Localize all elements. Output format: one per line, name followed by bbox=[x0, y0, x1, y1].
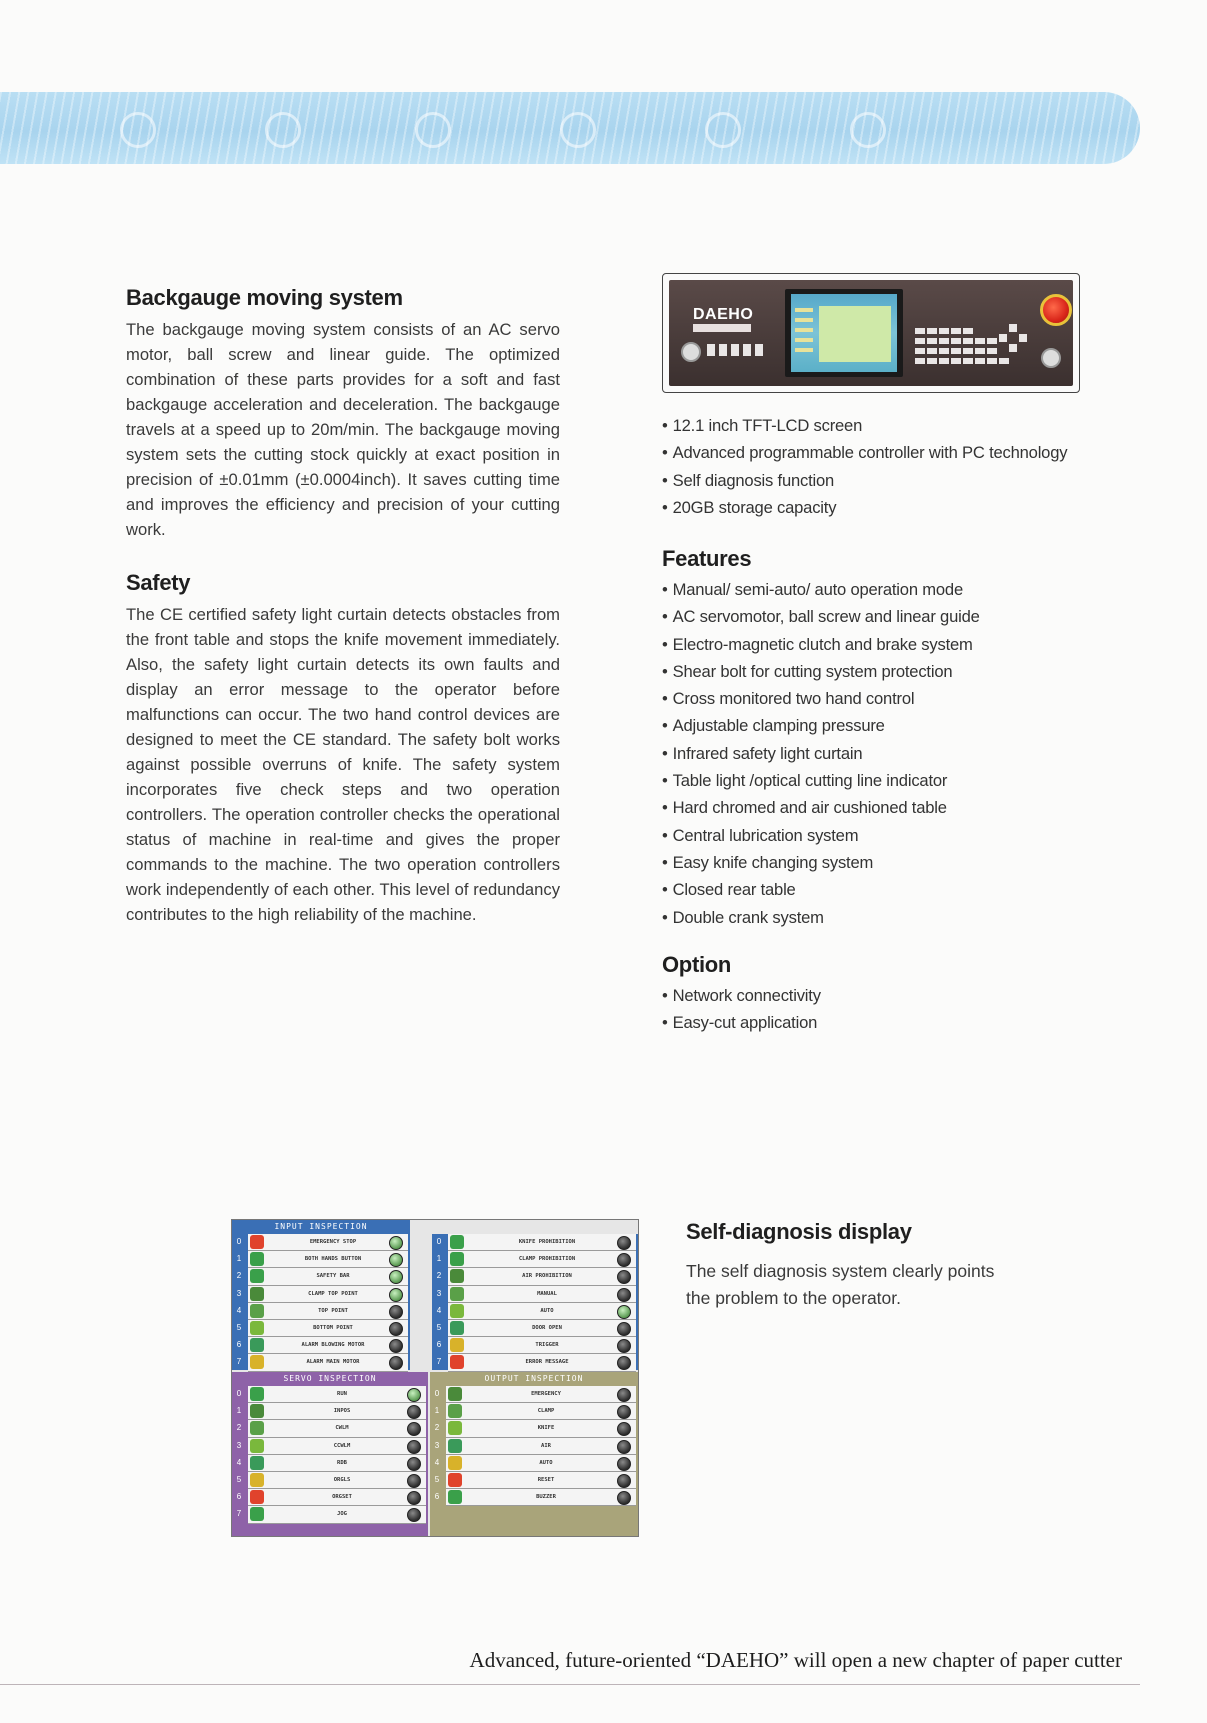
self-diagnosis-title: Self-diagnosis display bbox=[686, 1219, 912, 1244]
diagnosis-label: EMERGENCY bbox=[531, 1391, 561, 1397]
diagnosis-row bbox=[434, 1438, 636, 1455]
row-index: 3 bbox=[236, 1288, 242, 1298]
diagnosis-row bbox=[436, 1303, 636, 1320]
selector-knob-icon bbox=[1041, 348, 1061, 368]
arrow-key bbox=[1009, 344, 1017, 352]
divider bbox=[0, 1684, 1140, 1685]
keypad-key bbox=[939, 348, 949, 354]
diagnosis-label: AUTO bbox=[539, 1459, 553, 1466]
keypad-key bbox=[915, 328, 925, 334]
header-banner bbox=[0, 92, 1140, 164]
status-icon bbox=[250, 1269, 264, 1283]
status-icon bbox=[448, 1490, 462, 1504]
diagnosis-panel bbox=[430, 1372, 638, 1536]
diagnosis-label: ORGLS bbox=[333, 1476, 351, 1483]
status-icon bbox=[250, 1355, 264, 1369]
row-index: 6 bbox=[436, 1340, 442, 1350]
status-icon bbox=[250, 1421, 264, 1435]
status-icon bbox=[450, 1252, 464, 1266]
diagnosis-row bbox=[236, 1489, 426, 1506]
indicator-led-icon bbox=[407, 1474, 421, 1488]
indicator-led-icon bbox=[617, 1440, 631, 1454]
diagnosis-panel-title: INPUT INSPECTION bbox=[232, 1220, 410, 1234]
indicator-led-icon bbox=[407, 1508, 421, 1522]
lcd-bar bbox=[795, 328, 813, 332]
keypad-key bbox=[975, 358, 985, 364]
diagnosis-label: ERROR MESSAGE bbox=[525, 1359, 569, 1366]
indicator-led-icon bbox=[389, 1305, 403, 1319]
indicator-led-icon bbox=[407, 1491, 421, 1505]
keypad-key bbox=[915, 338, 925, 344]
indicator-led-icon bbox=[617, 1339, 631, 1353]
status-icon bbox=[250, 1287, 264, 1301]
lcd-screen bbox=[785, 289, 903, 377]
diagnosis-panel bbox=[232, 1220, 410, 1370]
diagnosis-row bbox=[434, 1403, 636, 1420]
diagnosis-row bbox=[436, 1251, 636, 1268]
indicator-led-icon bbox=[617, 1405, 631, 1419]
diagnosis-label: RESET bbox=[537, 1476, 555, 1483]
status-icon bbox=[450, 1304, 464, 1318]
row-index: 4 bbox=[236, 1305, 242, 1315]
diagnosis-row bbox=[236, 1354, 408, 1371]
diagnosis-label: INPOS bbox=[333, 1408, 351, 1415]
features-section bbox=[662, 546, 1082, 931]
indicator-led-icon bbox=[389, 1322, 403, 1336]
row-index: 2 bbox=[236, 1423, 242, 1433]
indicator-led-icon bbox=[389, 1236, 403, 1250]
safety-section bbox=[126, 570, 560, 927]
status-icon bbox=[448, 1456, 462, 1470]
controller-panel-image bbox=[662, 273, 1080, 393]
indicator-led-icon bbox=[389, 1253, 403, 1267]
function-key bbox=[707, 344, 715, 356]
self-diagnosis-text: The self diagnosis system clearly points the problem to the operator. bbox=[686, 1261, 995, 1308]
diagnosis-row bbox=[434, 1420, 636, 1437]
indicator-led-icon bbox=[407, 1440, 421, 1454]
indicator-led-icon bbox=[407, 1388, 421, 1402]
diagnosis-label: CLAMP TOP POINT bbox=[308, 1290, 358, 1297]
diagnosis-row bbox=[236, 1506, 426, 1523]
row-index: 5 bbox=[436, 1322, 442, 1332]
spec-item: • Self diagnosis function bbox=[662, 467, 1082, 494]
row-index: 2 bbox=[434, 1423, 440, 1433]
option-list bbox=[662, 982, 1082, 1037]
row-index: 7 bbox=[236, 1357, 242, 1367]
feature-item: • Adjustable clamping pressure bbox=[662, 712, 1082, 739]
status-icon bbox=[450, 1235, 464, 1249]
keypad-key bbox=[987, 358, 997, 364]
row-index: 0 bbox=[236, 1237, 242, 1246]
diagnosis-label: CCWLM bbox=[333, 1442, 351, 1449]
diagnosis-row bbox=[236, 1286, 408, 1303]
function-key bbox=[755, 344, 763, 356]
indicator-led-icon bbox=[617, 1356, 631, 1370]
diagnosis-label: AUTO bbox=[540, 1307, 554, 1314]
diagnosis-label: CWLM bbox=[335, 1425, 349, 1432]
indicator-led-icon bbox=[389, 1288, 403, 1302]
diagnosis-label: BOTH HANDS BUTTON bbox=[304, 1256, 362, 1263]
diagnosis-label: AIR PROHIBITION bbox=[522, 1273, 572, 1280]
row-index: 6 bbox=[434, 1492, 440, 1502]
diagnosis-row bbox=[434, 1489, 636, 1506]
status-icon bbox=[450, 1338, 464, 1352]
indicator-led-icon bbox=[617, 1491, 631, 1505]
row-index: 1 bbox=[436, 1254, 442, 1264]
lcd-bar bbox=[795, 318, 813, 322]
diagnosis-row bbox=[236, 1320, 408, 1337]
diagnosis-label: AIR bbox=[541, 1442, 551, 1449]
diagnosis-label: ALARM BLOWING MOTOR bbox=[301, 1342, 365, 1349]
feature-item: • Infrared safety light curtain bbox=[662, 740, 1082, 767]
keypad-key bbox=[975, 348, 985, 354]
diagnosis-label: DOOR OPEN bbox=[532, 1324, 562, 1331]
diagnosis-panel-title: SERVO INSPECTION bbox=[232, 1372, 428, 1386]
row-index: 4 bbox=[434, 1457, 440, 1467]
diagnosis-row bbox=[236, 1438, 426, 1455]
option-title: Option bbox=[662, 952, 732, 977]
status-icon bbox=[250, 1404, 264, 1418]
row-index: 2 bbox=[236, 1271, 242, 1281]
diagnosis-label: KNIFE PROHIBITION bbox=[518, 1239, 576, 1245]
keypad-key bbox=[975, 338, 985, 344]
keypad-key bbox=[951, 348, 961, 354]
status-icon bbox=[448, 1439, 462, 1453]
row-index: 1 bbox=[236, 1406, 242, 1416]
emergency-stop-icon bbox=[1040, 294, 1072, 326]
indicator-led-icon bbox=[389, 1270, 403, 1284]
left-column bbox=[126, 285, 560, 927]
row-index: 2 bbox=[436, 1271, 442, 1281]
row-index: 4 bbox=[236, 1457, 242, 1467]
row-index: 4 bbox=[436, 1305, 442, 1315]
diagnosis-label: CLAMP bbox=[537, 1408, 555, 1415]
keypad-key bbox=[951, 358, 961, 364]
indicator-led-icon bbox=[389, 1356, 403, 1370]
diagnosis-label: TOP POINT bbox=[318, 1307, 348, 1314]
indicator-led-icon bbox=[617, 1270, 631, 1284]
row-index: 6 bbox=[236, 1492, 242, 1502]
keypad-key bbox=[951, 328, 961, 334]
status-icon bbox=[250, 1439, 264, 1453]
panel-brand-sublabel bbox=[693, 324, 751, 332]
arrow-key bbox=[999, 334, 1007, 342]
diagnosis-row bbox=[236, 1386, 426, 1403]
feature-item: • Double crank system bbox=[662, 904, 1082, 931]
function-key bbox=[743, 344, 751, 356]
status-icon bbox=[448, 1421, 462, 1435]
safety-text: The CE certified safety light curtain detects obstacles from the front table and stops the knife movement immediately. Also, the safety light curtain detects its own faults and display an error message to the operator before malfunctions can occur. The two hand control devices are designed to meet the CE standard. The safety bolt works against possible overruns of knife. The safety system incorporates five check steps and two operation controllers. The operation controller checks the operational status of machine in real-time and gives the proper commands to the machine. The two operation controllers work independently of each other. This level of redundancy contributes to the high reliability of the machine. bbox=[126, 605, 560, 924]
keypad-key bbox=[963, 348, 973, 354]
row-index: 5 bbox=[236, 1322, 242, 1332]
indicator-led-icon bbox=[617, 1288, 631, 1302]
banner-ornament bbox=[265, 112, 301, 148]
features-title: Features bbox=[662, 546, 752, 571]
status-icon bbox=[450, 1321, 464, 1335]
status-icon bbox=[250, 1456, 264, 1470]
diagnosis-label: TRIGGER bbox=[535, 1342, 559, 1349]
diagnosis-label: EMERGENCY STOP bbox=[309, 1239, 357, 1245]
row-index: 7 bbox=[236, 1509, 242, 1519]
feature-item: • Central lubrication system bbox=[662, 822, 1082, 849]
lcd-bar bbox=[795, 308, 813, 312]
status-icon bbox=[450, 1287, 464, 1301]
row-index: 0 bbox=[434, 1389, 440, 1398]
diagnosis-row bbox=[236, 1420, 426, 1437]
row-index: 1 bbox=[434, 1406, 440, 1416]
row-index: 0 bbox=[436, 1237, 442, 1246]
status-icon bbox=[250, 1235, 264, 1249]
row-index: 5 bbox=[236, 1474, 242, 1484]
diagnosis-row bbox=[436, 1337, 636, 1354]
diagnosis-label: BUZZER bbox=[536, 1494, 556, 1501]
panel-brand-logo: DAEHO bbox=[693, 306, 754, 323]
feature-item: • Hard chromed and air cushioned table bbox=[662, 794, 1082, 821]
keypad-key bbox=[939, 358, 949, 364]
diagnosis-panel-title: OUTPUT INSPECTION bbox=[430, 1372, 638, 1386]
status-icon bbox=[448, 1473, 462, 1487]
row-index: 0 bbox=[236, 1389, 242, 1398]
indicator-led-icon bbox=[617, 1388, 631, 1402]
diagnosis-row bbox=[236, 1234, 408, 1251]
diagnosis-label: JOG bbox=[337, 1511, 347, 1518]
row-index: 3 bbox=[436, 1288, 442, 1298]
diagnosis-row bbox=[236, 1268, 408, 1285]
keypad-key bbox=[951, 338, 961, 344]
diagnosis-row bbox=[434, 1386, 636, 1403]
keypad-key bbox=[915, 358, 925, 364]
row-index: 1 bbox=[236, 1254, 242, 1264]
keypad-key bbox=[915, 348, 925, 354]
feature-item: • AC servomotor, ball screw and linear guide bbox=[662, 603, 1082, 630]
diagnosis-label: KNIFE bbox=[537, 1425, 555, 1432]
option-item: • Easy-cut application bbox=[662, 1009, 1082, 1036]
diagnosis-label: ORGSET bbox=[332, 1494, 352, 1501]
keypad-key bbox=[987, 338, 997, 344]
option-item: • Network connectivity bbox=[662, 982, 1082, 1009]
row-index: 3 bbox=[434, 1440, 440, 1450]
lcd-window bbox=[819, 306, 891, 362]
diagnosis-label: RDB bbox=[337, 1459, 347, 1466]
function-key bbox=[731, 344, 739, 356]
keypad-key bbox=[999, 358, 1009, 364]
status-icon bbox=[448, 1404, 462, 1418]
spec-item: • 12.1 inch TFT-LCD screen bbox=[662, 412, 1082, 439]
banner-ornament bbox=[850, 112, 886, 148]
diagnosis-panel bbox=[432, 1220, 638, 1370]
indicator-led-icon bbox=[617, 1322, 631, 1336]
diagnosis-row bbox=[436, 1354, 636, 1371]
self-diagnosis-screen bbox=[231, 1219, 639, 1537]
indicator-led-icon bbox=[407, 1422, 421, 1436]
feature-item: • Table light /optical cutting line indicator bbox=[662, 767, 1082, 794]
backgauge-text: The backgauge moving system consists of an AC servo motor, ball screw and linear guide. The optimized combination of these parts provides for a soft and fast backgauge acceleration and deceleration. The backgauge travels at a speed up to 20m/min. The backgauge moving system sets the cutting stock quickly at exact position in precision of ±0.01mm (±0.0004inch). It saves cutting time and improves the efficiency and precision of your cutting work. bbox=[126, 320, 560, 539]
diagnosis-row bbox=[436, 1234, 636, 1251]
feature-item: • Easy knife changing system bbox=[662, 849, 1082, 876]
status-icon bbox=[250, 1490, 264, 1504]
row-index: 5 bbox=[434, 1474, 440, 1484]
status-icon bbox=[250, 1321, 264, 1335]
diagnosis-label: MANUAL bbox=[537, 1290, 557, 1297]
keypad-key bbox=[987, 348, 997, 354]
diagnosis-row bbox=[236, 1251, 408, 1268]
status-icon bbox=[250, 1304, 264, 1318]
keypad-key bbox=[963, 328, 973, 334]
status-icon bbox=[250, 1507, 264, 1521]
indicator-led-icon bbox=[617, 1236, 631, 1250]
keypad-key bbox=[927, 328, 937, 334]
indicator-led-icon bbox=[617, 1305, 631, 1319]
status-icon bbox=[250, 1387, 264, 1401]
diagnosis-row bbox=[436, 1268, 636, 1285]
keypad-key bbox=[927, 348, 937, 354]
feature-item: • Closed rear table bbox=[662, 876, 1082, 903]
diagnosis-row bbox=[236, 1455, 426, 1472]
status-icon bbox=[250, 1338, 264, 1352]
diagnosis-label: ALARM MAIN MOTOR bbox=[306, 1359, 360, 1366]
diagnosis-row bbox=[236, 1403, 426, 1420]
status-icon bbox=[250, 1473, 264, 1487]
keypad-key bbox=[939, 338, 949, 344]
status-icon bbox=[450, 1355, 464, 1369]
banner-ornament bbox=[415, 112, 451, 148]
diagnosis-panel bbox=[232, 1372, 428, 1536]
controller-panel bbox=[669, 280, 1073, 386]
diagnosis-row bbox=[236, 1337, 408, 1354]
diagnosis-row bbox=[236, 1303, 408, 1320]
row-index: 3 bbox=[236, 1440, 242, 1450]
row-index: 7 bbox=[436, 1357, 442, 1367]
feature-item: • Cross monitored two hand control bbox=[662, 685, 1082, 712]
status-icon bbox=[450, 1269, 464, 1283]
spec-item: • 20GB storage capacity bbox=[662, 494, 1082, 521]
diagnosis-row bbox=[434, 1472, 636, 1489]
diagnosis-label: SAFETY BAR bbox=[316, 1273, 350, 1280]
features-list bbox=[662, 576, 1082, 931]
feature-item: • Shear bolt for cutting system protection bbox=[662, 658, 1082, 685]
key-switch-icon bbox=[681, 342, 701, 362]
indicator-led-icon bbox=[407, 1457, 421, 1471]
lcd-bar bbox=[795, 338, 813, 342]
feature-item: • Electro-magnetic clutch and brake system bbox=[662, 631, 1082, 658]
diagnosis-row bbox=[436, 1286, 636, 1303]
row-index: 6 bbox=[236, 1340, 242, 1350]
diagnosis-label: CLAMP PROHIBITION bbox=[518, 1256, 576, 1263]
status-icon bbox=[250, 1252, 264, 1266]
keypad-key bbox=[927, 358, 937, 364]
banner-ornament bbox=[560, 112, 596, 148]
keypad-key bbox=[963, 338, 973, 344]
arrow-key bbox=[1009, 324, 1017, 332]
diagnosis-row bbox=[436, 1320, 636, 1337]
diagnosis-label: BOTTOM POINT bbox=[313, 1324, 353, 1331]
keypad-key bbox=[927, 338, 937, 344]
indicator-led-icon bbox=[617, 1422, 631, 1436]
spec-item: • Advanced programmable controller with PC technology bbox=[662, 439, 1082, 466]
indicator-led-icon bbox=[617, 1253, 631, 1267]
lcd-bar bbox=[795, 348, 813, 352]
safety-title: Safety bbox=[126, 570, 191, 595]
keypad-key bbox=[939, 328, 949, 334]
diagnosis-panel-title bbox=[432, 1220, 638, 1234]
function-key bbox=[719, 344, 727, 356]
diagnosis-row bbox=[434, 1455, 636, 1472]
indicator-led-icon bbox=[617, 1457, 631, 1471]
backgauge-title: Backgauge moving system bbox=[126, 285, 403, 310]
feature-item: • Manual/ semi-auto/ auto operation mode bbox=[662, 576, 1082, 603]
indicator-led-icon bbox=[389, 1339, 403, 1353]
lcd-display bbox=[791, 294, 897, 372]
status-icon bbox=[448, 1387, 462, 1401]
controller-spec-list bbox=[662, 412, 1082, 521]
diagnosis-label: RUN bbox=[337, 1391, 347, 1397]
keypad-key bbox=[963, 358, 973, 364]
tagline: Advanced, future-oriented “DAEHO” will open a new chapter of paper cutter bbox=[469, 1648, 1122, 1672]
indicator-led-icon bbox=[617, 1474, 631, 1488]
indicator-led-icon bbox=[407, 1405, 421, 1419]
option-section bbox=[662, 952, 1082, 1037]
diagnosis-row bbox=[236, 1472, 426, 1489]
banner-ornament bbox=[120, 112, 156, 148]
arrow-key bbox=[1019, 334, 1027, 342]
banner-ornament bbox=[705, 112, 741, 148]
